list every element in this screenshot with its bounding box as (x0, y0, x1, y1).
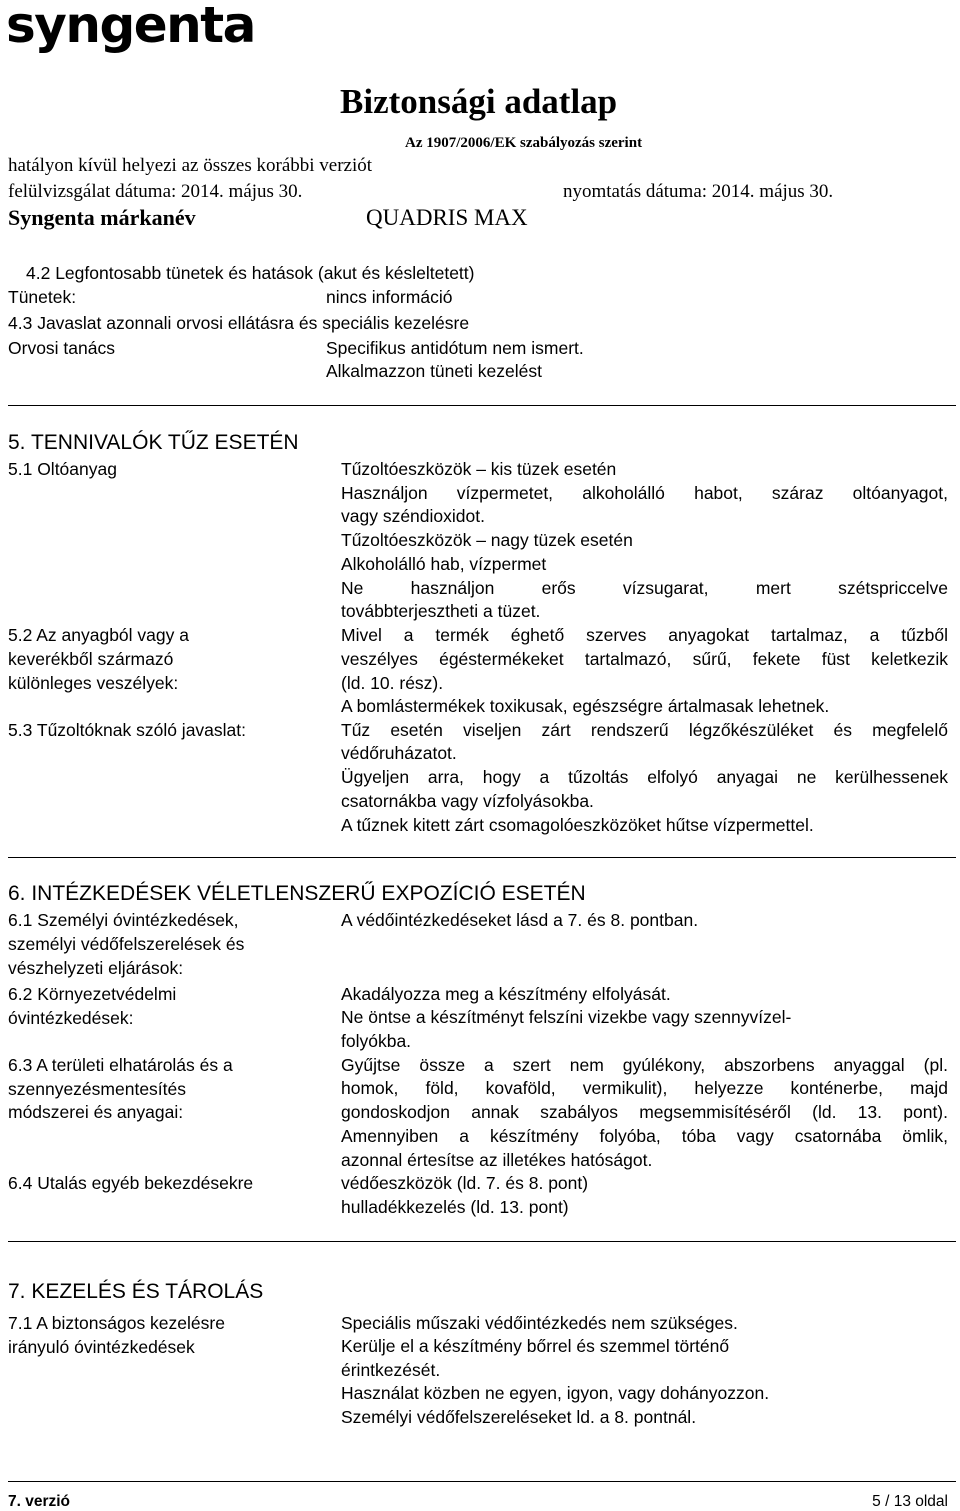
section-7-1-line: Kerülje el a készítmény bőrrel és szemmel történő (341, 1336, 730, 1356)
medical-advice-label: Orvosi tanács (8, 338, 115, 358)
section-7-1-line: Használat közben ne egyen, igyon, vagy dohányozzon. (341, 1383, 770, 1403)
section-6-2-line: Ne öntse a készítményt felszíni vizekbe vagy szennyvízel- (341, 1007, 792, 1027)
section-5-1-line: Alkoholálló hab, vízpermet (341, 554, 547, 574)
section-6-3-line: homok, föld, kovaföld, vermikulit), helyezze konténerbe, majd (341, 1078, 948, 1098)
section-5-3-line: védőruházatot. (341, 743, 457, 763)
section-6-1-label: 6.1 Személyi óvintézkedések, (8, 910, 239, 930)
footer-version: 7. verzió (8, 1493, 71, 1510)
section-5-3-line: Tűz esetén viseljen zárt rendszerű légzőkészüléket és megfelelő (341, 720, 948, 740)
section-5-2-label: 5.2 Az anyagból vagy a (8, 625, 189, 645)
print-date: nyomtatás dátuma: 2014. május 30. (563, 181, 834, 202)
section-6-3-line: Gyűjtse össze a szert nem gyúlékony, abszorbens anyaggal (pl. (341, 1055, 948, 1075)
section-6-3-label: szennyezésmentesítés (8, 1079, 187, 1099)
section-5-1-line: továbbterjesztheti a tüzet. (341, 601, 541, 621)
section-4-2-heading: 4.2 Legfontosabb tünetek és hatások (akut és késleltetett) (26, 263, 475, 283)
section-6-3-label: módszerei és anyagai: (8, 1102, 184, 1122)
section-6-1-line: A védőintézkedéseket lásd a 7. és 8. pontban. (341, 910, 699, 930)
section-divider (8, 1241, 956, 1242)
symptoms-value: nincs információ (326, 287, 453, 307)
section-5-2-label: különleges veszélyek: (8, 673, 179, 693)
section-6-2-line: folyókba. (341, 1031, 412, 1051)
section-5-2-line: (ld. 10. rész). (341, 673, 444, 693)
section-5-1-line: Tűzoltóeszközök – nagy tüzek esetén (341, 530, 633, 550)
review-date: felülvizsgálat dátuma: 2014. május 30. (8, 181, 303, 202)
section-5-1-label: 5.1 Oltóanyag (8, 459, 117, 479)
section-6-1-label: vészhelyzeti eljárások: (8, 958, 184, 978)
regulation-note: Az 1907/2006/EK szabályozás szerint (405, 135, 643, 151)
section-5-1-line: Használjon vízpermetet, alkoholálló habot, száraz oltóanyagot, (341, 483, 948, 503)
section-6-3-label: 6.3 A területi elhatárolás és a (8, 1055, 233, 1075)
document-title: Biztonsági adatlap (340, 82, 618, 121)
section-6-2-label: 6.2 Környezetvédelmi (8, 984, 177, 1004)
section-5-3-line: csatornákba vagy vízfolyásokba. (341, 791, 594, 811)
section-5-2-line: Mivel a termék éghető szerves anyagokat tartalmaz, a tűzből (341, 625, 948, 645)
supersedes-note: hatályon kívül helyezi az összes korábbi verziót (8, 155, 373, 176)
section-6-4-label: 6.4 Utalás egyéb bekezdésekre (8, 1173, 254, 1193)
syngenta-logo: syngenta (6, 0, 255, 54)
section-7-1-line: Személyi védőfelszereléseket ld. a 8. pontnál. (341, 1407, 697, 1427)
section-5-heading: 5. TENNIVALÓK TŰZ ESETÉN (8, 431, 299, 454)
section-5-2-line: A bomlástermékek toxikusak, egészségre ártalmasak lehetnek. (341, 696, 830, 716)
section-divider (8, 405, 956, 406)
section-divider (8, 857, 956, 858)
section-5-1-line: vagy széndioxidot. (341, 506, 485, 526)
section-6-4-line: védőeszközök (ld. 7. és 8. pont) (341, 1173, 589, 1193)
symptoms-label: Tünetek: (8, 287, 77, 307)
section-6-3-line: Amennyiben a készítmény folyóba, tóba vagy csatornába ömlik, (341, 1126, 948, 1146)
section-5-3-line: Ügyeljen arra, hogy a tűzoltás elfolyó anyagai ne kerülhessenek (341, 767, 948, 787)
section-7-1-label: 7.1 A biztonságos kezelésre (8, 1313, 225, 1333)
section-5-2-label: keverékből származó (8, 649, 174, 669)
footer-divider (8, 1481, 956, 1482)
brand-label: Syngenta márkanév (8, 205, 196, 230)
section-7-1-label: irányuló óvintézkedések (8, 1337, 195, 1357)
footer-page-number: 5 / 13 oldal (872, 1493, 948, 1510)
section-6-2-line: Akadályozza meg a készítmény elfolyását. (341, 984, 671, 1004)
section-6-1-label: személyi védőfelszerelések és (8, 934, 245, 954)
section-5-1-line: Tűzoltóeszközök – kis tüzek esetén (341, 459, 617, 479)
section-6-4-line: hulladékkezelés (ld. 13. pont) (341, 1197, 569, 1217)
section-7-heading: 7. KEZELÉS ÉS TÁROLÁS (8, 1280, 264, 1303)
section-7-1-line: Speciális műszaki védőintézkedés nem szükséges. (341, 1313, 738, 1333)
section-6-3-line: gondoskodjon annak szabályos megsemmisítéséről (ld. 13. pont). (341, 1102, 948, 1122)
section-6-2-label: óvintézkedések: (8, 1008, 134, 1028)
product-name: QUADRIS MAX (366, 205, 528, 230)
section-5-3-line: A tűznek kitett zárt csomagolóeszközöket hűtse vízpermettel. (341, 815, 814, 835)
section-4-3-heading: 4.3 Javaslat azonnali orvosi ellátásra és speciális kezelésre (8, 313, 470, 333)
section-6-3-line: azonnal értesítse az illetékes hatóságot. (341, 1150, 653, 1170)
section-5-1-line: Ne használjon erős vízsugarat, mert szétspriccelve (341, 578, 948, 598)
medical-advice-line: Alkalmazzon tüneti kezelést (326, 361, 542, 381)
medical-advice-line: Specifikus antidótum nem ismert. (326, 338, 584, 358)
section-5-2-line: veszélyes égéstermékeket tartalmazó, sűrű, fekete füst keletkezik (341, 649, 948, 669)
section-7-1-line: érintkezését. (341, 1360, 441, 1380)
section-6-heading: 6. INTÉZKEDÉSEK VÉLETLENSZERŰ EXPOZÍCIÓ ESETÉN (8, 882, 586, 905)
section-5-3-label: 5.3 Tűzoltóknak szóló javaslat: (8, 720, 247, 740)
